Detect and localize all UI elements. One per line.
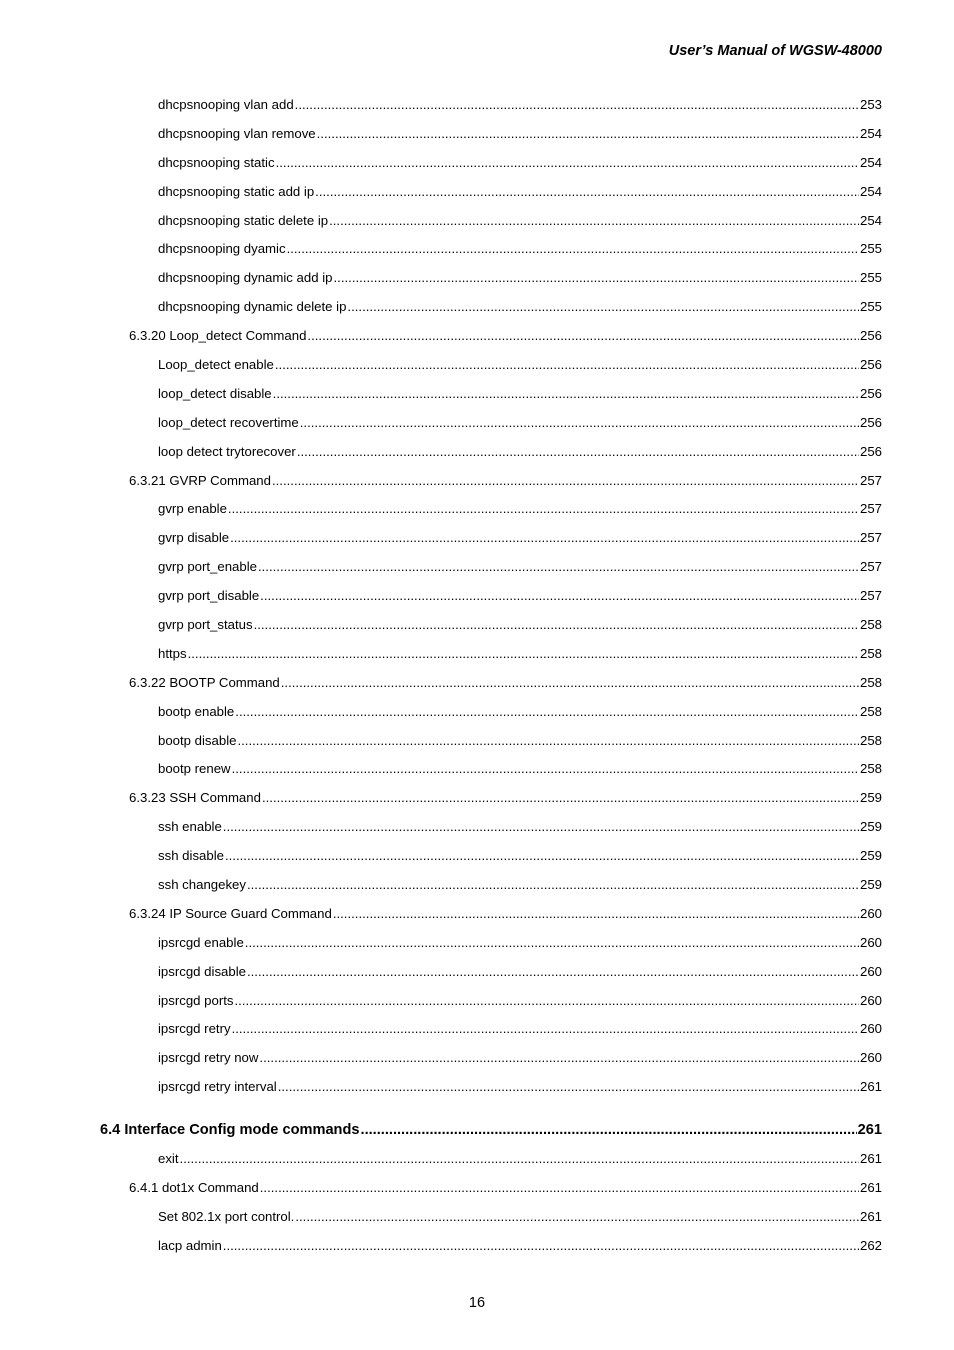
- toc-dot-leader: [258, 559, 859, 574]
- toc-entry-page: 256: [859, 414, 882, 430]
- toc-entry-title: ipsrcgd ports: [158, 992, 234, 1008]
- toc-dot-leader: [262, 790, 859, 805]
- toc-entry-page: 257: [859, 501, 882, 517]
- toc-entry-title: dhcpsnooping dynamic add ip: [158, 270, 333, 286]
- toc-dot-leader: [276, 155, 859, 170]
- toc-item-entry[interactable]: [0, 1231, 954, 1260]
- toc-entry-page: 261: [859, 1208, 882, 1224]
- toc-item-entry[interactable]: [0, 552, 954, 581]
- toc-dot-leader: [273, 386, 859, 401]
- toc-entry-page: 258: [859, 732, 882, 748]
- toc-subsection-entry[interactable]: [0, 1173, 954, 1202]
- toc-dot-leader: [295, 97, 859, 112]
- toc-item-entry[interactable]: [0, 841, 954, 870]
- toc-item-entry[interactable]: [0, 292, 954, 321]
- toc-dot-leader: [329, 213, 859, 228]
- toc-dot-leader: [223, 819, 859, 834]
- toc-dot-leader: [247, 877, 859, 892]
- toc-item-entry[interactable]: [0, 119, 954, 148]
- toc-subsection-entry[interactable]: [0, 899, 954, 928]
- toc-entry-page: 255: [859, 299, 882, 315]
- toc-entry-page: 254: [859, 125, 882, 141]
- toc-entry-title: dhcpsnooping static add ip: [158, 183, 315, 199]
- toc-subsection-entry[interactable]: [0, 783, 954, 812]
- toc-item-entry[interactable]: [0, 1072, 954, 1101]
- toc-entry-title: 6.4 Interface Config mode commands: [100, 1121, 360, 1138]
- toc-item-entry[interactable]: [0, 263, 954, 292]
- toc-entry-page: 260: [859, 1050, 882, 1066]
- document-header-title: User’s Manual of WGSW-48000: [668, 43, 882, 59]
- toc-item-entry[interactable]: [0, 379, 954, 408]
- toc-dot-leader: [223, 1238, 859, 1253]
- toc-item-entry[interactable]: [0, 726, 954, 755]
- toc-entry-title: 6.3.22 BOOTP Command: [129, 674, 280, 690]
- toc-entry-page: 258: [859, 761, 882, 777]
- toc-entry-page: 257: [859, 559, 882, 575]
- toc-entry-title: ipsrcgd enable: [158, 934, 244, 950]
- toc-entry-title: dhcpsnooping vlan remove: [158, 125, 316, 141]
- toc-entry-page: 258: [859, 674, 882, 690]
- toc-entry-page: 257: [859, 588, 882, 604]
- toc-entry-page: 261: [857, 1121, 882, 1138]
- toc-entry-title: Set 802.1x port control.: [158, 1208, 295, 1224]
- toc-item-entry[interactable]: [0, 494, 954, 523]
- toc-item-entry[interactable]: [0, 928, 954, 957]
- toc-entry-page: 256: [859, 356, 882, 372]
- toc-dot-leader: [259, 1050, 859, 1065]
- toc-entry-page: 261: [859, 1079, 882, 1095]
- toc-item-entry[interactable]: [0, 812, 954, 841]
- toc-entry-title: 6.3.20 Loop_detect Command: [129, 328, 307, 344]
- toc-item-entry[interactable]: [0, 1015, 954, 1044]
- toc-dot-leader: [237, 733, 859, 748]
- toc-subsection-entry[interactable]: [0, 466, 954, 495]
- toc-dot-leader: [317, 126, 859, 141]
- toc-item-entry[interactable]: [0, 1043, 954, 1072]
- toc-item-entry[interactable]: [0, 639, 954, 668]
- toc-item-entry[interactable]: [0, 350, 954, 379]
- toc-entry-page: 259: [859, 819, 882, 835]
- toc-entry-title: Loop_detect enable: [158, 356, 274, 372]
- toc-entry-title: dhcpsnooping dyamic: [158, 241, 286, 257]
- toc-dot-leader: [334, 270, 859, 285]
- toc-item-entry[interactable]: [0, 581, 954, 610]
- toc-entry-title: exit: [158, 1151, 179, 1166]
- toc-entry-page: 258: [859, 616, 882, 632]
- toc-entry-page: 261: [859, 1179, 882, 1195]
- toc-entry-title: dhcpsnooping dynamic delete ip: [158, 299, 347, 315]
- toc-entry-page: 254: [859, 212, 882, 228]
- toc-entry-title: gvrp port_enable: [158, 559, 257, 575]
- toc-dot-leader: [315, 184, 859, 199]
- toc-entry-title: ipsrcgd retry: [158, 1021, 231, 1037]
- toc-item-entry[interactable]: [0, 408, 954, 437]
- toc-entry-title: ssh enable: [158, 819, 222, 835]
- toc-entry-title: lacp admin: [158, 1237, 222, 1253]
- toc-section-entry[interactable]: [0, 1115, 954, 1144]
- toc-dot-leader: [333, 906, 859, 921]
- toc-entry-page: 260: [859, 934, 882, 950]
- toc-dot-leader: [245, 935, 859, 950]
- toc-entry-title: dhcpsnooping static delete ip: [158, 212, 329, 228]
- toc-entry-title: dhcpsnooping vlan add: [158, 96, 294, 112]
- toc-entry-page: 256: [859, 443, 882, 459]
- toc-dot-leader: [295, 1209, 859, 1224]
- toc-entry-page: 254: [859, 183, 882, 199]
- toc-entry-page: 257: [859, 530, 882, 546]
- toc-entry-page: 254: [859, 154, 882, 170]
- toc-subsection-entry[interactable]: [0, 321, 954, 350]
- toc-dot-leader: [272, 473, 859, 488]
- toc-entry-page: 261: [859, 1151, 882, 1166]
- toc-dot-leader: [300, 415, 859, 430]
- toc-entry-page: 259: [859, 848, 882, 864]
- toc-entry-title: 6.4.1 dot1x Command: [129, 1179, 259, 1195]
- toc-entry-title: ipsrcgd retry interval: [158, 1079, 277, 1095]
- toc-item-entry[interactable]: [0, 523, 954, 552]
- toc-entry-page: 256: [859, 328, 882, 344]
- toc-item-entry[interactable]: [0, 148, 954, 177]
- toc-dot-leader: [260, 1180, 859, 1195]
- toc-dot-leader: [225, 848, 859, 863]
- toc-dot-leader: [230, 530, 859, 545]
- toc-dot-leader: [235, 993, 859, 1008]
- toc-item-entry[interactable]: [0, 754, 954, 783]
- toc-dot-leader: [297, 444, 859, 459]
- toc-entry-title: bootp disable: [158, 732, 237, 748]
- toc-entry-title: ipsrcgd disable: [158, 963, 246, 979]
- toc-dot-leader: [275, 357, 859, 372]
- toc-dot-leader: [281, 675, 859, 690]
- toc-dot-leader: [247, 964, 859, 979]
- toc-dot-leader: [278, 1079, 859, 1094]
- toc-entry-page: 262: [859, 1237, 882, 1253]
- toc-item-entry[interactable]: [0, 697, 954, 726]
- toc-item-entry[interactable]: [0, 986, 954, 1015]
- toc-entry-page: 257: [859, 472, 882, 488]
- toc-entry-title: https: [158, 645, 187, 661]
- toc-entry-title: loop detect trytorecover: [158, 443, 296, 459]
- toc-dot-leader: [188, 646, 859, 661]
- toc-item-entry[interactable]: [0, 90, 954, 119]
- toc-dot-leader: [254, 617, 859, 632]
- toc-entry-page: 260: [859, 963, 882, 979]
- toc-entry-title: 6.3.21 GVRP Command: [129, 472, 271, 488]
- toc-item-entry[interactable]: [0, 610, 954, 639]
- toc-entry-page: 260: [859, 1021, 882, 1037]
- toc-entry-title: loop_detect disable: [158, 385, 272, 401]
- toc-entry-page: 255: [859, 241, 882, 257]
- toc-entry-title: gvrp port_status: [158, 616, 253, 632]
- toc-item-entry[interactable]: [0, 206, 954, 235]
- toc-entry-title: gvrp port_disable: [158, 588, 260, 604]
- toc-item-entry[interactable]: [0, 1202, 954, 1231]
- toc-entry-title: gvrp enable: [158, 501, 227, 517]
- toc-item-entry[interactable]: [0, 957, 954, 986]
- toc-item-entry[interactable]: [0, 1144, 954, 1173]
- toc-entry-title: ipsrcgd retry now: [158, 1050, 259, 1066]
- toc-entry-page: 259: [859, 790, 882, 806]
- toc-dot-leader: [228, 501, 859, 516]
- toc-entry-title: gvrp disable: [158, 530, 230, 546]
- toc-entry-title: 6.3.23 SSH Command: [129, 790, 261, 806]
- toc-entry-page: 260: [859, 992, 882, 1008]
- toc-dot-leader: [347, 299, 859, 314]
- toc-entry-page: 258: [859, 703, 882, 719]
- toc-entry-page: 259: [859, 876, 882, 892]
- toc-entry-title: 6.3.24 IP Source Guard Command: [129, 905, 332, 921]
- toc-dot-leader: [232, 761, 859, 776]
- toc-dot-leader: [235, 704, 859, 719]
- toc-item-entry[interactable]: [0, 437, 954, 466]
- toc-item-entry[interactable]: [0, 177, 954, 206]
- toc-dot-leader: [307, 328, 859, 343]
- toc-entry-page: 256: [859, 385, 882, 401]
- toc-entry-page: 258: [859, 645, 882, 661]
- toc-entry-title: ssh disable: [158, 848, 224, 864]
- toc-subsection-entry[interactable]: [0, 668, 954, 697]
- toc-entry-title: loop_detect recovertime: [158, 414, 299, 430]
- toc-dot-leader: [260, 588, 859, 603]
- toc-dot-leader: [180, 1151, 859, 1166]
- toc-entry-title: dhcpsnooping static: [158, 154, 275, 170]
- toc-entry-page: 260: [859, 905, 882, 921]
- toc-entry-title: ssh changekey: [158, 876, 246, 892]
- toc-item-entry[interactable]: [0, 234, 954, 263]
- toc-entry-page: 255: [859, 270, 882, 286]
- toc-dot-leader: [232, 1021, 859, 1036]
- toc-entry-title: bootp renew: [158, 761, 231, 777]
- toc-dot-leader: [287, 241, 859, 256]
- toc-entry-page: 253: [859, 96, 882, 112]
- toc-item-entry[interactable]: [0, 870, 954, 899]
- toc-entry-title: bootp enable: [158, 703, 235, 719]
- toc-dot-leader: [361, 1122, 857, 1138]
- page-number: 16: [468, 1295, 486, 1311]
- table-of-contents: [0, 90, 954, 1260]
